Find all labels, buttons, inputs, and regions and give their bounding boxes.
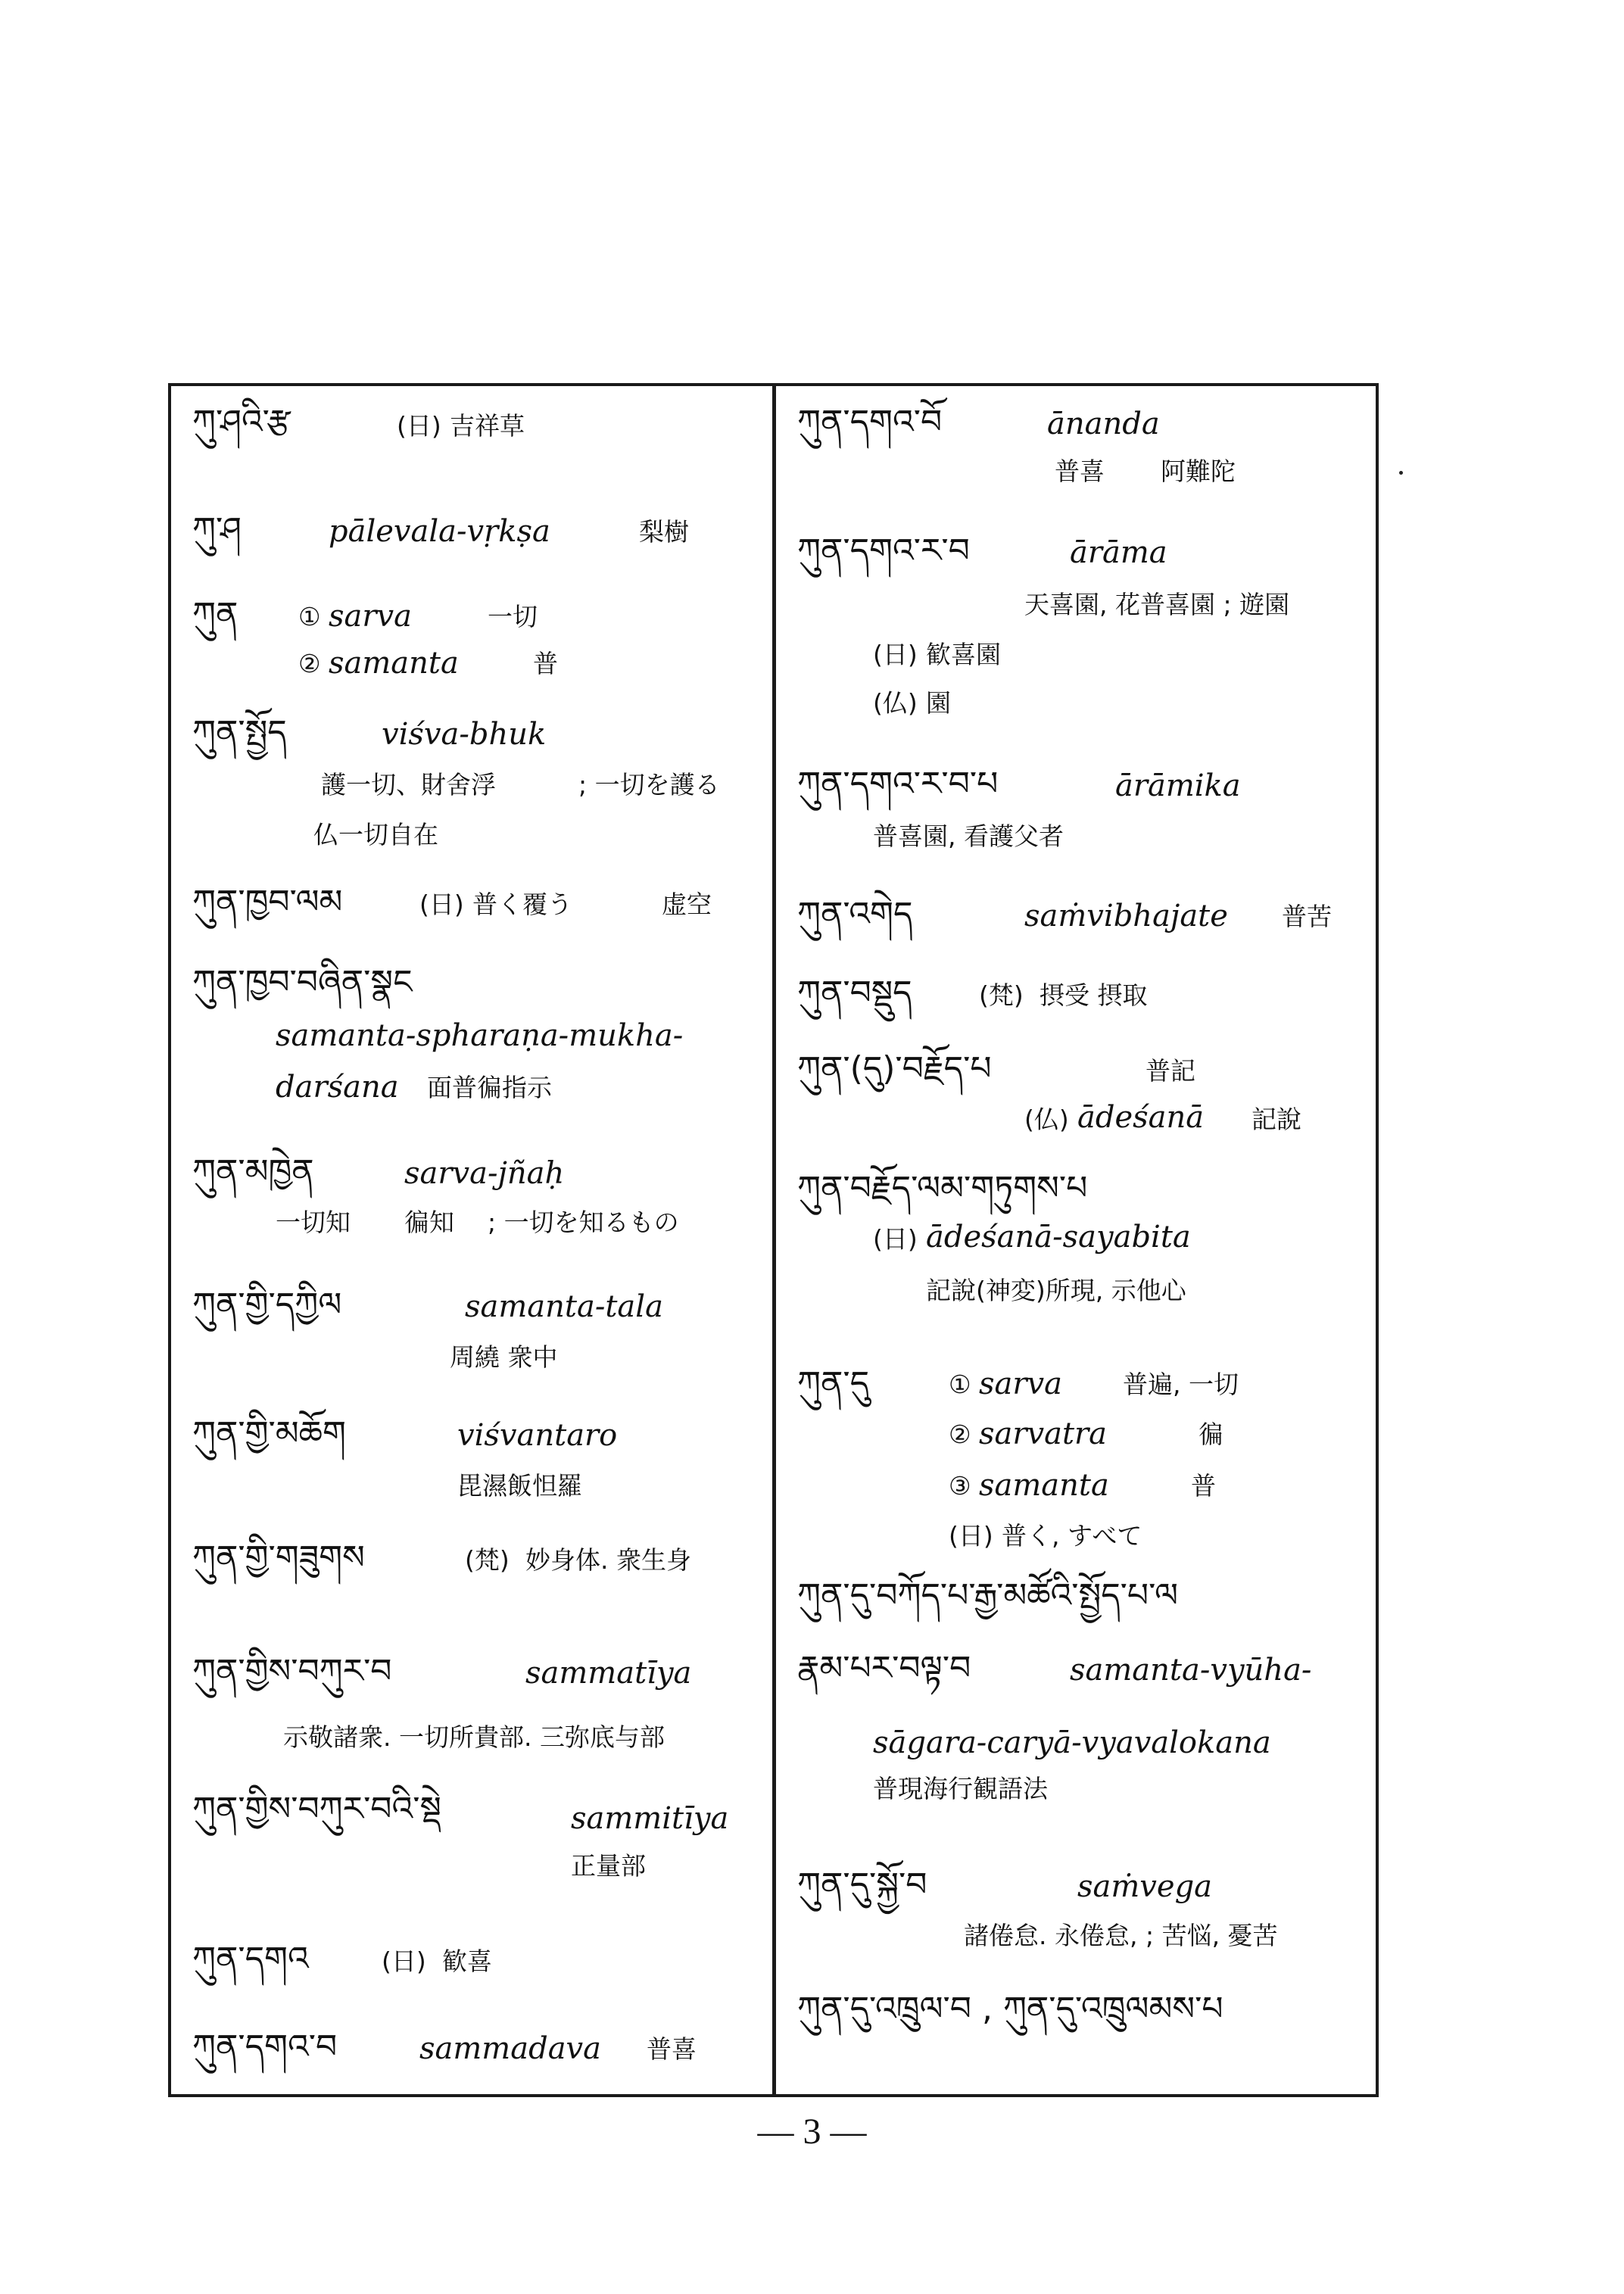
tibetan-headword: ཀུན་གྱི་མཆོག (192, 1414, 346, 1453)
sanskrit-term: ādeśanā-sayabita (926, 1220, 1191, 1255)
margin-speck (1399, 471, 1403, 475)
gloss: 仏一切自在 (313, 820, 438, 849)
tibetan-headword: ཀུན་གྱི་དཀྱིལ (192, 1286, 342, 1324)
sanskrit-term: samanta-vyūha- (1070, 1653, 1312, 1688)
gloss: 普苦 (1282, 902, 1332, 931)
sanskrit-term: samanta (979, 1468, 1109, 1503)
tibetan-headword: ཀུན་བརྗོད་ལམ་གཏུགས་པ (797, 1169, 1088, 1208)
gloss: 吉祥草 (450, 411, 525, 441)
gloss: 面普徧指示 (427, 1073, 552, 1102)
gloss: 妙身体. 衆生身 (525, 1545, 691, 1575)
gloss: 普 (1191, 1471, 1216, 1501)
gloss: 示敬諸衆. 一切所貴部. 三弥底与部 (283, 1722, 665, 1752)
sanskrit-term: saṁvega (1077, 1869, 1213, 1904)
sanskrit-term: samanta (329, 646, 459, 681)
sense-number: ③ (949, 1471, 971, 1501)
tibetan-headword: ཀུན་ཁྱབ་བཞིན་སྣང (192, 963, 413, 1002)
gloss: 阿難陀 (1161, 457, 1236, 486)
language-tag: (日) (873, 640, 918, 669)
gloss: ; 一切を知るもの (488, 1208, 679, 1237)
sanskrit-term: darśana (276, 1070, 399, 1105)
gloss: 記說(神変)所現, 示他心 (926, 1276, 1186, 1305)
tibetan-headword: ཀུན (192, 595, 238, 634)
gloss: 歓喜園 (926, 640, 1001, 669)
tibetan-headword: ཀུན་སྤྱོད (192, 713, 287, 752)
sanskrit-term: ānanda (1047, 407, 1160, 441)
sanskrit-term: sarva (979, 1367, 1062, 1401)
tibetan-headword: ཀུན་ཁྱབ་ལམ (192, 883, 343, 921)
right-column (776, 383, 1376, 2097)
sanskrit-term: sarva-jñaḥ (404, 1156, 565, 1191)
gloss: 諸倦怠. 永倦怠, ; 苦悩, 憂苦 (964, 1921, 1278, 1950)
tibetan-headword: ཀུན་འགེད (797, 895, 913, 933)
sanskrit-term: ārāmika (1115, 768, 1241, 803)
language-tag: (仏) (873, 688, 918, 718)
tibetan-headword: ཀུན་དུ (797, 1364, 870, 1403)
gloss: 普記 (1146, 1056, 1195, 1086)
sense-number: ② (949, 1420, 971, 1449)
sanskrit-term: sarvatra (979, 1417, 1107, 1451)
sanskrit-term: ādeśanā (1077, 1100, 1205, 1135)
tibetan-headword: ཀུན་དུ་སྐྱོ་བ (797, 1865, 927, 1904)
sanskrit-term: saṁvibhajate (1024, 899, 1228, 933)
sanskrit-term: sāgara-caryā-vyavalokana (873, 1725, 1271, 1760)
gloss: 普遍, 一切 (1123, 1370, 1239, 1399)
gloss: 普く, すべて (1002, 1521, 1142, 1551)
sanskrit-term: viśvantaro (457, 1418, 618, 1453)
sense-number: ② (298, 649, 321, 678)
sense-number: ① (298, 602, 321, 631)
left-column (171, 383, 772, 2097)
tibetan-headword: ཀུན་དགའ་ར་བ (797, 531, 970, 570)
gloss: 普喜 (647, 2034, 697, 2064)
gloss: 護一切、財舍浮 (321, 770, 496, 799)
page-number: — 3 — (757, 2112, 867, 2152)
gloss: 歓喜 (442, 1946, 492, 1976)
gloss: 正量部 (571, 1851, 646, 1881)
tibetan-headword-continued: རྣམ་པར་བལྟ་བ (797, 1649, 971, 1688)
tibetan-headword: ཀུན་དགའ (192, 1940, 309, 1978)
gloss: 徧知 (404, 1208, 454, 1237)
language-tag: (日) (949, 1521, 993, 1551)
gloss: 周繞 衆中 (450, 1342, 558, 1372)
sanskrit-term: sammadava (419, 2031, 601, 2066)
tibetan-headword: ཀུན་མཁྱེན (192, 1152, 314, 1191)
sanskrit-term: pālevala-vṛkṣa (329, 514, 550, 549)
gloss: 普現海行観語法 (873, 1774, 1048, 1803)
tibetan-headword: ཀུན་དུ་འཁྲུལ་བ , ཀུན་དུ་འཁྲུལམས་པ (797, 1990, 1223, 2028)
sanskrit-term: ārāma (1070, 535, 1167, 570)
tibetan-headword: ཀུན་(དུ)་བརྗོད་པ (797, 1049, 992, 1088)
language-tag: (日) (419, 890, 464, 919)
tibetan-headword: ཀུན་གྱིས་བཀུར་བའི་སྡེ (192, 1790, 441, 1828)
sanskrit-term: samanta-tala (465, 1289, 663, 1324)
sense-number: ① (949, 1370, 971, 1399)
gloss: 摂受 摂取 (1040, 980, 1148, 1010)
sanskrit-term: viśva-bhuk (382, 717, 547, 752)
gloss: 記說 (1252, 1105, 1301, 1134)
tibetan-headword: ཀུན་གྱིས་བཀུར་བ (192, 1652, 392, 1691)
tibetan-headword: ཀུན་དུ་བཀོད་པ་རྒྱ་མཚོའི་སྤྱོད་པ་ལ (797, 1576, 1179, 1615)
sanskrit-term: sammitīya (571, 1801, 729, 1836)
gloss: 天喜園, 花普喜園 ; 遊園 (1024, 590, 1290, 619)
language-tag: (梵) (465, 1545, 510, 1575)
tibetan-headword: ཀུན་དགའ་ར་བ་པ (797, 765, 999, 803)
gloss: 虚空 (662, 890, 712, 919)
gloss: ; 一切を護る (578, 770, 720, 799)
gloss: 普喜 (1055, 457, 1105, 486)
tibetan-headword: ཀུ་ཤའི་རྩ (192, 403, 291, 441)
gloss: 梨樹 (639, 517, 689, 547)
gloss: 徧 (1199, 1420, 1223, 1449)
tibetan-headword: ཀུན་དགའ་བོ (797, 403, 943, 441)
sanskrit-term: sarva (329, 599, 412, 634)
language-tag: (仏) (1024, 1105, 1069, 1134)
language-tag: (日) (397, 411, 441, 441)
tibetan-headword: ཀུན་བསྡུད (797, 974, 912, 1012)
language-tag: (梵) (979, 980, 1024, 1010)
gloss: 園 (926, 688, 951, 718)
language-tag: (日) (873, 1224, 918, 1254)
tibetan-headword: ཀུན་དགའ་བ (192, 2028, 338, 2066)
gloss: 一切 (488, 602, 538, 631)
sanskrit-term: samanta-spharaṇa-mukha- (276, 1018, 684, 1053)
gloss: 一切知 (276, 1208, 351, 1237)
gloss: 普喜園, 看護父者 (873, 821, 1064, 851)
sanskrit-term: sammatīya (525, 1656, 692, 1691)
language-tag: (日) (382, 1946, 426, 1976)
tibetan-headword: ཀུན་གྱི་གཟུགས (192, 1538, 365, 1577)
gloss: 普 (533, 649, 558, 678)
tibetan-headword: ཀུ་ཤ (192, 510, 242, 549)
gloss: 毘濕飯怛羅 (457, 1471, 582, 1501)
gloss: 普く覆う (472, 890, 572, 919)
